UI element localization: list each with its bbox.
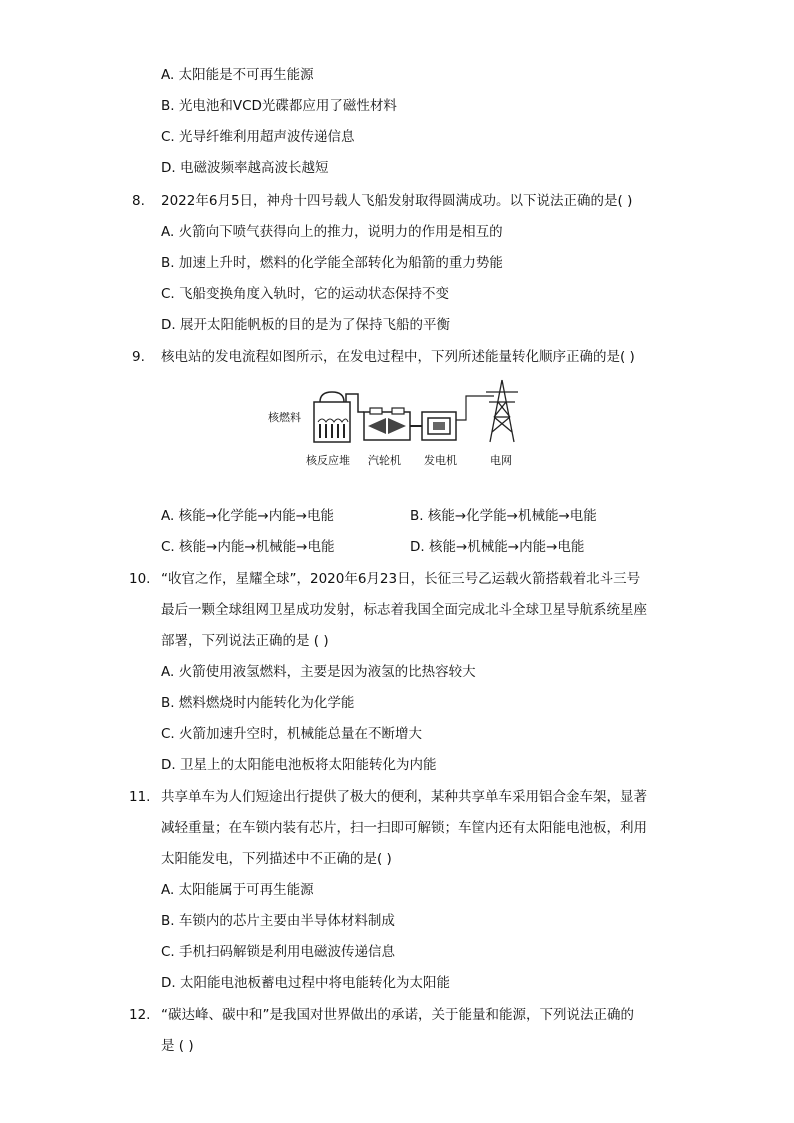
grid-label: 电网 bbox=[490, 454, 512, 467]
q11-stem-line-1: 共享单车为人们短途出行提供了极大的便利，某种共享单车采用铝合金车架，显著 bbox=[161, 789, 647, 805]
q7-option-c: C. 光导纤维利用超声波传递信息 bbox=[161, 129, 355, 145]
q12-number: 12. bbox=[129, 1007, 151, 1023]
generator-label: 发电机 bbox=[424, 454, 457, 467]
q9-option-d: D. 核能→机械能→内能→电能 bbox=[410, 539, 585, 555]
q11-option-c: C. 手机扫码解锁是利用电磁波传递信息 bbox=[161, 944, 396, 960]
q10-option-b: B. 燃料燃烧时内能转化为化学能 bbox=[161, 695, 355, 711]
q11-stem-line-3: 太阳能发电，下列描述中不正确的是( ) bbox=[161, 851, 392, 867]
q9-option-b: B. 核能→化学能→机械能→电能 bbox=[410, 508, 597, 524]
q12-stem-line-2: 是 ( ) bbox=[161, 1038, 194, 1054]
q10-stem-line-3: 部署，下列说法正确的是 ( ) bbox=[161, 633, 329, 649]
q8-stem: 2022年6月5日，神舟十四号载人飞船发射取得圆满成功。以下说法正确的是( ) bbox=[161, 193, 633, 209]
q8-number: 8. bbox=[132, 193, 145, 209]
q10-option-d: D. 卫星上的太阳能电池板将太阳能转化为内能 bbox=[161, 757, 437, 773]
q9-number: 9. bbox=[132, 349, 145, 365]
q7-option-a: A. 太阳能是不可再生能源 bbox=[161, 67, 314, 83]
q12-stem-line-1: “碳达峰、碳中和”是我国对世界做出的承诺，关于能量和能源，下列说法正确的 bbox=[161, 1007, 634, 1023]
q10-number: 10. bbox=[129, 571, 151, 587]
q10-stem-line-1: “收官之作，星耀全球”，2020年6月23日，长征三号乙运载火箭搭载着北斗三号 bbox=[161, 571, 641, 587]
q11-option-b: B. 车锁内的芯片主要由半导体材料制成 bbox=[161, 913, 395, 929]
q11-number: 11. bbox=[129, 789, 151, 805]
q8-option-b: B. 加速上升时，燃料的化学能全部转化为船箭的重力势能 bbox=[161, 255, 503, 271]
nuclear-plant-diagram bbox=[262, 372, 532, 472]
q10-option-c: C. 火箭加速升空时，机械能总量在不断增大 bbox=[161, 726, 423, 742]
q7-option-d: D. 电磁波频率越高波长越短 bbox=[161, 160, 329, 176]
turbine-label: 汽轮机 bbox=[368, 454, 401, 467]
q8-option-c: C. 飞船变换角度入轨时，它的运动状态保持不变 bbox=[161, 286, 450, 302]
generator-icon bbox=[422, 412, 456, 440]
turbine-icon bbox=[364, 408, 410, 440]
q10-stem-line-2: 最后一颗全球组网卫星成功发射，标志着我国全面完成北斗全球卫星导航系统星座 bbox=[161, 602, 647, 618]
q8-option-d: D. 展开太阳能帆板的目的是为了保持飞船的平衡 bbox=[161, 317, 450, 333]
fuel-label: 核燃料 bbox=[268, 411, 301, 424]
q9-stem: 核电站的发电流程如图所示，在发电过程中，下列所述能量转化顺序正确的是( ) bbox=[161, 349, 635, 365]
q11-option-a: A. 太阳能属于可再生能源 bbox=[161, 882, 314, 898]
q11-option-d: D. 太阳能电池板蓄电过程中将电能转化为太阳能 bbox=[161, 975, 450, 991]
reactor-label: 核反应堆 bbox=[306, 454, 350, 467]
power-tower-icon bbox=[486, 380, 518, 442]
reactor-icon bbox=[314, 392, 350, 442]
q9-option-a: A. 核能→化学能→内能→电能 bbox=[161, 508, 335, 524]
q9-option-c: C. 核能→内能→机械能→电能 bbox=[161, 539, 335, 555]
q8-option-a: A. 火箭向下喷气获得向上的推力，说明力的作用是相互的 bbox=[161, 224, 503, 240]
q10-option-a: A. 火箭使用液氢燃料，主要是因为液氢的比热容较大 bbox=[161, 664, 476, 680]
q11-stem-line-2: 减轻重量；在车锁内装有芯片，扫一扫即可解锁；车筐内还有太阳能电池板，利用 bbox=[161, 820, 647, 836]
q7-option-b: B. 光电池和VCD光碟都应用了磁性材料 bbox=[161, 98, 397, 114]
